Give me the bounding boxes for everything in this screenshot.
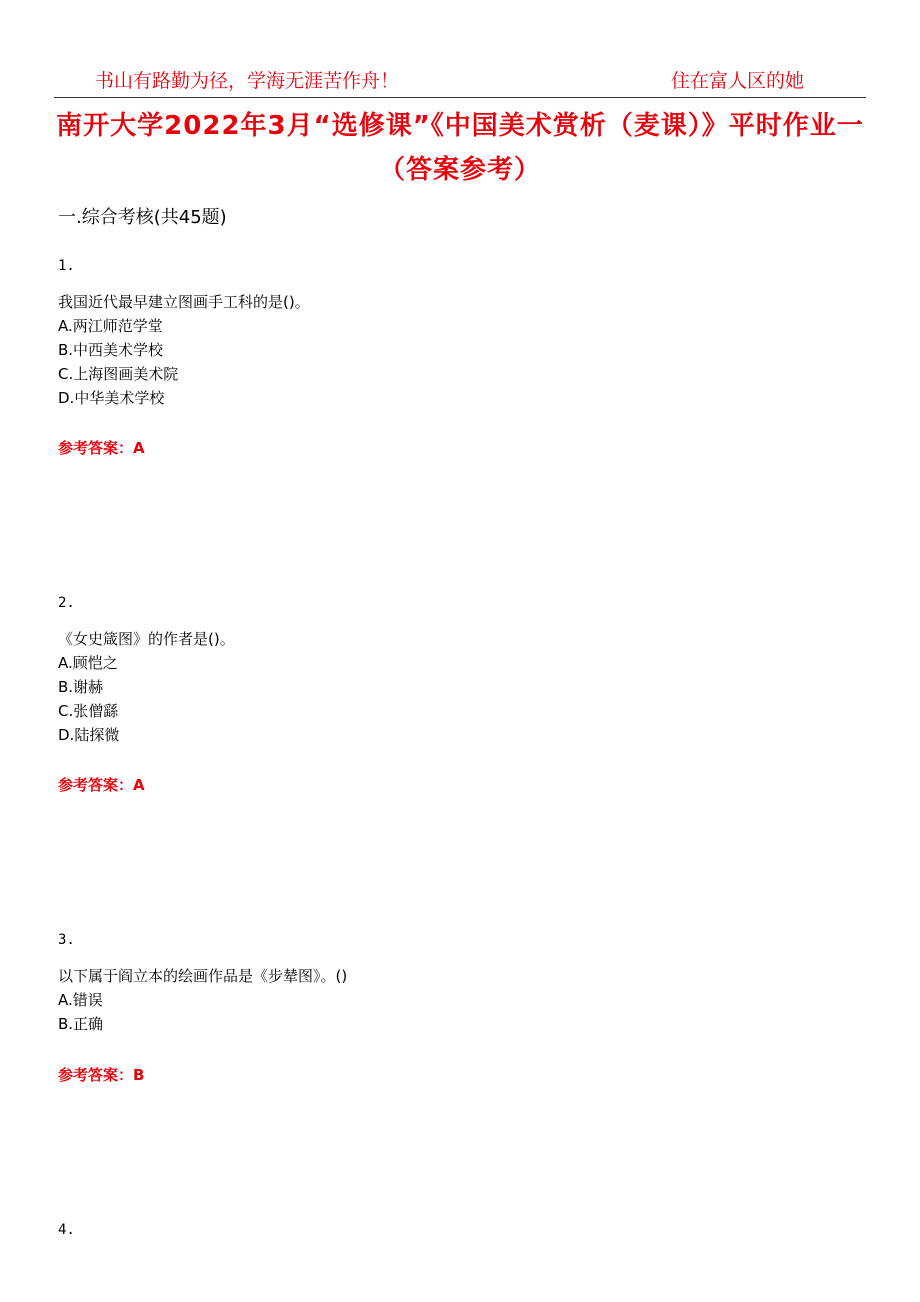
question-option: D.陆探微 [58, 726, 120, 744]
reference-answer: 参考答案：A [58, 776, 145, 794]
question-number: 4. [58, 1222, 75, 1238]
question-number: 2. [58, 595, 75, 611]
header-right-slogan: 住在富人区的她 [671, 70, 805, 92]
question-option: A.两江师范学堂 [58, 317, 163, 335]
question-option: B.中西美术学校 [58, 341, 164, 359]
question-number: 1. [58, 258, 75, 274]
document-title: 南开大学2022年3月“选修课”《中国美术赏析（麦课）》平时作业一（答案参考） [56, 111, 864, 185]
question-option: B.谢赫 [58, 678, 104, 696]
question-option: C.张僧繇 [58, 702, 119, 720]
question-block [58, 627, 235, 747]
question-block [58, 290, 310, 410]
reference-answer: 参考答案：A [58, 439, 145, 457]
reference-answer: 参考答案：B [58, 1066, 145, 1084]
question-option: A.顾恺之 [58, 654, 118, 672]
question-number: 3. [58, 932, 75, 948]
question-stem: 我国近代最早建立图画手工科的是()。 [58, 293, 310, 311]
question-stem: 以下属于阎立本的绘画作品是《步辇图》。() [58, 967, 348, 985]
question-block [58, 964, 347, 1036]
header-left-slogan: 书山有路勤为径，学海无涯苦作舟！ [95, 70, 400, 92]
question-option: A.错误 [58, 991, 103, 1009]
header-divider [54, 97, 866, 98]
question-option: B.正确 [58, 1015, 104, 1033]
question-option: C.上海图画美术院 [58, 365, 179, 383]
question-stem: 《女史箴图》的作者是()。 [58, 630, 235, 648]
section-heading: 一.综合考核(共45题) [58, 207, 227, 228]
question-option: D.中华美术学校 [58, 389, 165, 407]
